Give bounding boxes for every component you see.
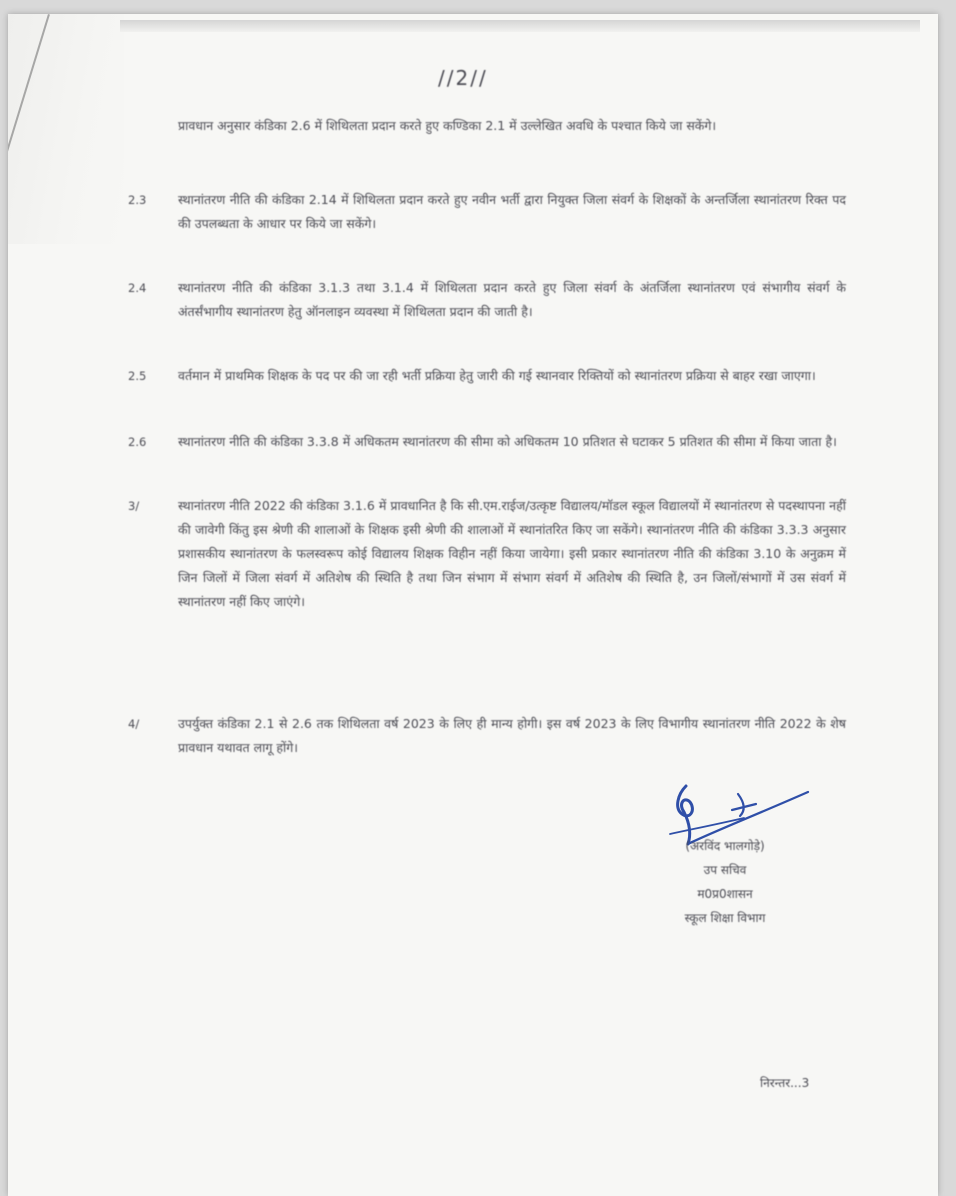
paragraph-text: स्थानांतरण नीति की कंडिका 3.3.8 में अधिकतम स्थानांतरण की सीमा को अधिकतम 10 प्रतिशत से घटाकर 5 प्रतिशत की सीमा में किया जाता है।	[178, 434, 837, 449]
paragraph-number: 3/	[128, 499, 140, 513]
page-fold-shadow	[8, 14, 124, 244]
signatory-department: स्कूल शिक्षा विभाग	[684, 911, 766, 925]
paragraph-text: स्थानांतरण नीति की कंडिका 2.14 में शिथिलता प्रदान करते हुए नवीन भर्ती द्वारा नियुक्त जिला संवर्ग के शिक्षकों के अन्तर्जिला स्थानांतरण रिक्त पद की उपलब्धता के आधार पर किये जा सकेंगे।	[178, 192, 846, 231]
paragraph-text: उपर्युक्त कंडिका 2.1 से 2.6 तक शिथिलता वर्ष 2023 के लिए ही मान्य होगी। इस वर्ष 2023 के लिए विभागीय स्थानांतरण नीति 2022 के शेष प्रावधान यथावत लागू होंगे।	[178, 716, 846, 755]
paragraph-number: 2.4	[128, 281, 147, 295]
paragraph-text: स्थानांतरण नीति की कंडिका 3.1.3 तथा 3.1.4 में शिथिलता प्रदान करते हुए जिला संवर्ग के अंतर्जिला स्थानांतरण एवं संभागीय संवर्ग के अंतर्संभागीय स्थानांतरण हेतु ऑनलाइन व्यवस्था में शिथिलता प्रदान की जाती है।	[178, 280, 846, 319]
paragraph-text: वर्तमान में प्राथमिक शिक्षक के पद पर की जा रही भर्ती प्रक्रिया हेतु जारी की गई स्थानवार रिक्तियों को स्थानांतरण प्रक्रिया से बाहर रखा जाएगा।	[178, 368, 816, 383]
document-page	[8, 14, 938, 1196]
page-top-edge	[120, 20, 920, 32]
page-number: //2//	[438, 66, 488, 90]
paragraph-number: 2.3	[128, 193, 147, 207]
paragraph-number: 2.5	[128, 369, 147, 383]
continued-note: निरन्तर...3	[760, 1076, 810, 1090]
signature-block	[640, 834, 810, 930]
paragraph-continuation: प्रावधान अनुसार कंडिका 2.6 में शिथिलता प्रदान करते हुए कण्डिका 2.1 में उल्लेखित अवधि के पश्चात किये जा सकेंगे।	[178, 118, 717, 133]
paragraph-number: 2.6	[128, 435, 147, 449]
signatory-state: म0प्र0शासन	[697, 887, 753, 901]
paragraph-number: 4/	[128, 717, 140, 731]
signatory-name: (अरविंद भालगोड़े)	[685, 839, 765, 853]
signatory-designation: उप सचिव	[703, 863, 747, 877]
paragraph-text: स्थानांतरण नीति 2022 की कंडिका 3.1.6 में प्रावधानित है कि सी.एम.राईज/उत्कृष्ट विद्यालय/मॉडल स्कूल विद्यालयों में स्थानांतरण से पदस्थापना नहीं की जावेगी किंतु इस श्रेणी की शालाओं के शिक्षक इसी श्रेणी की शालाओं में स्थानांतरित किए जा सकेंगे। स्थानांतरण नीति की कंडिका 3.3.3 अनुसार प्रशासकीय स्थानांतरण के फलस्वरूप कोई विद्यालय शिक्षक विहीन नहीं किया जायेगा। इसी प्रकार स्थानांतरण नीति की कंडिका 3.10 के अनुक्रम में जिन जिलों में जिला संवर्ग में अतिशेष की स्थिति है तथा जिन संभाग में संभाग संवर्ग में अतिशेष की स्थिति है, उन जिलों/संभागों में उस संवर्ग में स्थानांतरण नहीं किए जाएंगे।	[178, 498, 846, 609]
